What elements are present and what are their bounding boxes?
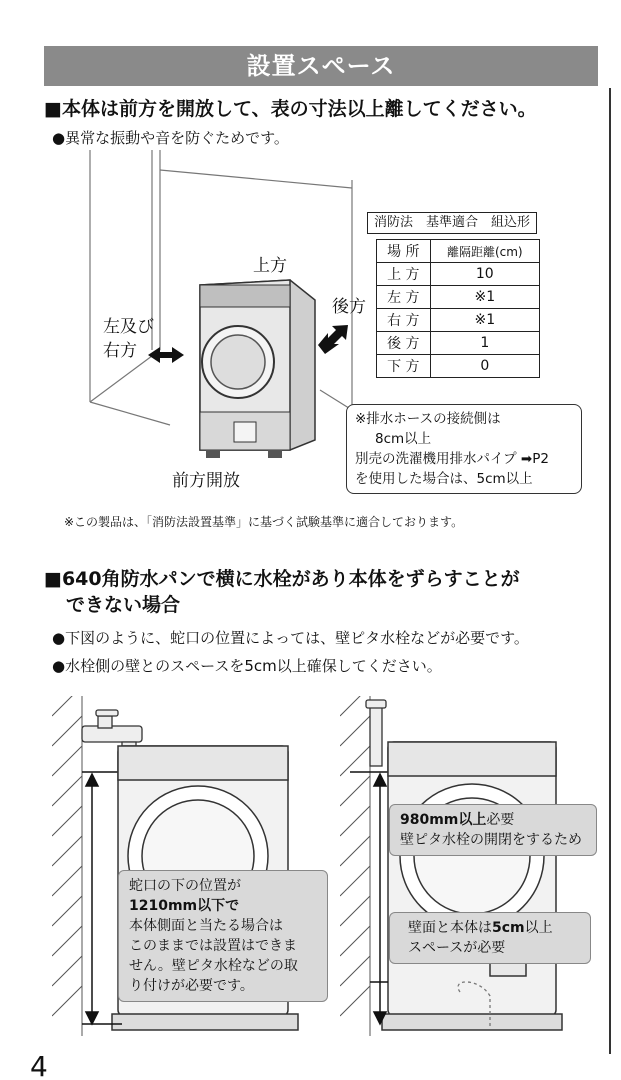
row-value: 10 — [430, 263, 539, 286]
gap-post: 以上 — [524, 920, 553, 936]
section-title: 設置スペース — [246, 52, 396, 80]
wall-faucet-illustration — [340, 696, 590, 1046]
callout-left-line-3: 本体側面と当たる場合は — [129, 918, 283, 934]
row-place: 左 方 — [377, 286, 431, 309]
label-sides-2: 右方 — [103, 341, 137, 361]
margin-rule — [609, 88, 611, 1054]
label-back: 後方 — [332, 297, 366, 317]
callout-left-line-2: 1210mm以下で — [129, 898, 240, 914]
row-value: 0 — [430, 355, 539, 378]
label-sides-1: 左及び — [103, 317, 154, 337]
gap-pre: 壁面と本体は — [408, 920, 492, 936]
table-row — [377, 286, 540, 309]
page-number: 4 — [30, 1050, 48, 1080]
row-value: 1 — [430, 332, 539, 355]
table-caption: 消防法 基準適合 組込形 — [367, 212, 537, 234]
wall-gap-callout — [389, 912, 591, 964]
callout-right-top-line-1 — [400, 810, 586, 830]
gap-bold: 5cm — [492, 920, 525, 936]
callout-right-top-rest: 必要 — [486, 812, 515, 828]
section2-bullet-2: ●水栓側の壁とのスペースを5cm以上確保してください。 — [52, 657, 442, 675]
table-row — [377, 263, 540, 286]
callout-right-bottom-line-2: スペースが必要 — [408, 940, 506, 956]
callout-left-line-4: このままでは設置はできま — [129, 938, 297, 954]
row-place: 上 方 — [377, 263, 431, 286]
note-line-2: 8cm以上 — [375, 431, 432, 447]
faucet-clearance-callout — [389, 804, 597, 856]
washer-front-drawing — [382, 742, 562, 1030]
note-line-1: ※排水ホースの接続側は — [355, 411, 501, 427]
table-row — [377, 355, 540, 378]
callout-left-line-5: せん。壁ピタ水栓などの取 — [129, 958, 298, 974]
table-col-distance: 離隔距離(cm) — [430, 240, 539, 263]
row-value: ※1 — [430, 286, 539, 309]
table-row — [377, 332, 540, 355]
callout-left-line-6: り付けが必要です。 — [129, 978, 254, 994]
wall-faucet-drawing — [366, 700, 386, 766]
callout-right-top-line-2: 壁ピタ水栓の開閉をするため — [400, 832, 582, 848]
section2-heading-1: ■640角防水パンで横に水栓があり本体をずらすことが — [44, 568, 520, 590]
row-place: 後 方 — [377, 332, 431, 355]
section1-footnote: ※この製品は、「消防法設置基準」に基づく試験基準に適合しております。 — [64, 515, 464, 529]
drain-hose-note — [346, 404, 582, 494]
table-header-row — [377, 240, 540, 263]
callout-right-top-bold: 980mm以上 — [400, 812, 487, 828]
clearance-table — [376, 239, 540, 378]
table-col-place: 場 所 — [377, 240, 431, 263]
label-top: 上方 — [253, 256, 287, 276]
callout-right-bottom-line-1 — [408, 918, 580, 938]
section2-heading-2: できない場合 — [66, 594, 181, 616]
note-line-3: 別売の洗濯機用排水パイプ ➡P2 — [355, 451, 549, 467]
row-place: 右 方 — [377, 309, 431, 332]
section-title-bar — [44, 46, 598, 86]
note-line-4: を使用した場合は、5cm以上 — [355, 471, 533, 487]
faucet-height-callout — [118, 870, 328, 1002]
section2-bullet-1: ●下図のように、蛇口の位置によっては、壁ピタ水栓などが必要です。 — [52, 629, 529, 647]
row-value: ※1 — [430, 309, 539, 332]
washer-drawing — [200, 280, 315, 458]
row-place: 下 方 — [377, 355, 431, 378]
label-front: 前方開放 — [172, 471, 240, 491]
table-row — [377, 309, 540, 332]
section1-heading: ■本体は前方を開放して、表の寸法以上離してください。 — [44, 98, 537, 120]
section1-bullet: ●異常な振動や音を防ぐためです。 — [52, 129, 289, 147]
callout-left-line-1: 蛇口の下の位置が — [129, 878, 241, 894]
